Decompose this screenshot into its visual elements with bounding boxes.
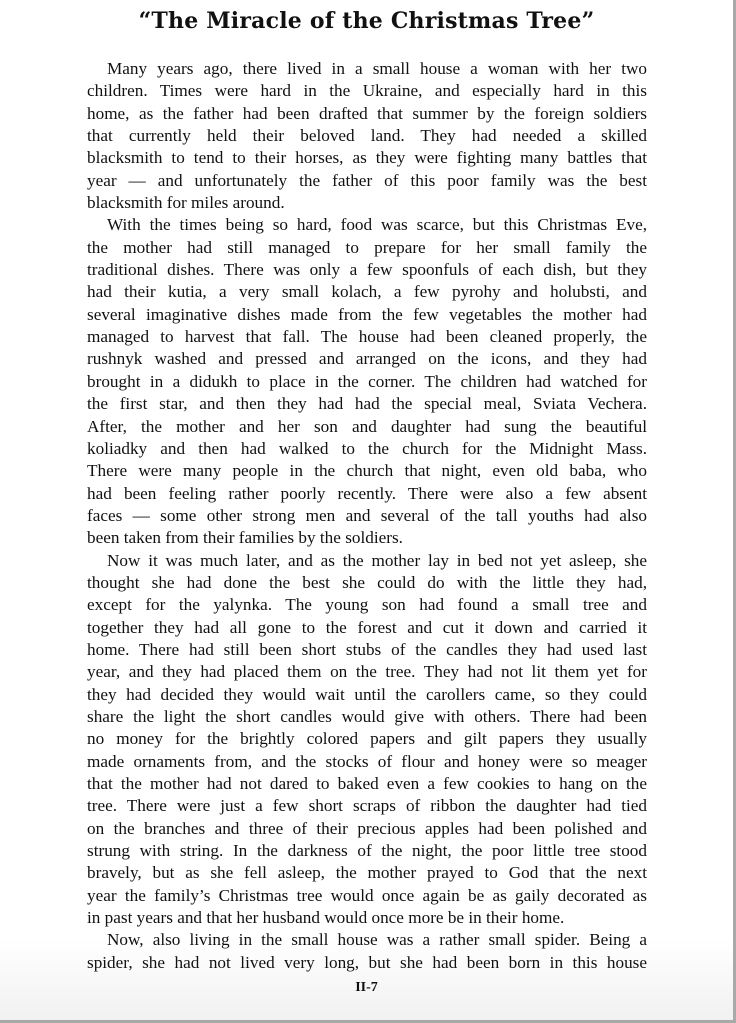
text-line: together they had all gone to the forest and cut it down and carried it — [87, 617, 647, 637]
text-line: Now it was much later, and as the mother lay in bed not yet asleep, she — [107, 550, 647, 570]
text-line: There were many people in the church that night, even old baba, who — [87, 461, 647, 481]
text-line: Many years ago, there lived in a small house a woman with her two — [107, 59, 647, 78]
text-line: thought she had done the best she could do with the little they had, — [87, 572, 647, 592]
text-line: koliadky and then had walked to the church for the Midnight Mass. — [87, 438, 647, 458]
text-line: year, and they had placed them on the tree. They had not lit them yet for — [87, 662, 647, 682]
text-line: that currently held their beloved land. They had needed a skilled — [87, 126, 647, 146]
text-line: the mother had still managed to prepare for her small family the — [87, 237, 647, 257]
text-line: except for the yalynka. The young son had found a small tree and — [87, 595, 647, 615]
text-line: With the times being so hard, food was scarce, but this Christmas Eve, — [107, 215, 647, 235]
text-line: faces — some other strong men and several of the tall youths had also — [87, 505, 647, 525]
paragraph — [87, 550, 647, 930]
text-line: tree. There were just a few short scraps of ribbon the daughter had tied — [87, 796, 647, 816]
text-line: After, the mother and her son and daughter had sung the beautiful — [87, 416, 647, 436]
text-line: year — and unfortunately the father of this poor family was the best — [87, 170, 647, 190]
text-line: traditional dishes. There was only a few spoonfuls of each dish, but they — [87, 260, 647, 280]
paragraph — [87, 929, 647, 974]
text-line: the first star, and then they had had the special meal, Sviata Vechera. — [87, 394, 647, 414]
text-line: children. Times were hard in the Ukraine, and especially hard in this — [87, 81, 647, 101]
page-number: II-7 — [355, 980, 378, 995]
text-line: home, as the father had been drafted that summer by the foreign soldiers — [87, 103, 647, 123]
text-line: spider, she had not lived very long, but she had been born in this house — [87, 952, 647, 972]
text-line: brought in a didukh to place in the corner. The children had watched for — [87, 371, 647, 391]
text-line: had been feeling rather poorly recently. There were also a few absent — [87, 483, 647, 503]
text-line: made ornaments from, and the stocks of flour and honey were so meager — [87, 751, 647, 771]
text-line: bravely, but as she fell asleep, the mother prayed to God that the next — [87, 863, 647, 883]
text-line: strung with string. In the darkness of the night, the poor little tree stood — [87, 841, 647, 861]
story-body — [87, 58, 647, 974]
text-line: had their kutia, a very small kolach, a few pyrohy and holubsti, and — [87, 282, 647, 302]
text-line: been taken from their families by the soldiers. — [87, 528, 403, 548]
story-title: “The Miracle of the Christmas Tree” — [138, 8, 595, 34]
text-line: share the light the short candles would give with others. There had been — [87, 706, 647, 726]
text-line: year the family’s Christmas tree would once again be as gaily decorated as — [87, 885, 647, 905]
text-line: that the mother had not dared to baked even a few cookies to hang on the — [87, 774, 647, 793]
text-line: managed to harvest that fall. The house had been cleaned properly, the — [87, 327, 647, 347]
text-line: in past years and that her husband would once more be in their home. — [87, 908, 565, 928]
text-line: Now, also living in the small house was a rather small spider. Being a — [107, 930, 647, 950]
paragraph — [87, 214, 647, 549]
text-line: rushnyk washed and pressed and arranged on the icons, and they had — [87, 349, 647, 369]
text-line: several imaginative dishes made from the few vegetables the mother had — [87, 304, 647, 324]
text-line: they had decided they would wait until the carollers came, so they could — [87, 684, 647, 704]
paragraph — [87, 58, 647, 214]
text-line: on the branches and three of their precious apples had been polished and — [87, 818, 647, 838]
text-line: no money for the brightly colored papers and gilt papers they usually — [87, 729, 647, 749]
text-line: home. There had still been short stubs of the candles they had used last — [87, 639, 647, 659]
text-line: blacksmith to tend to their horses, as they were fighting many battles that — [87, 148, 647, 168]
text-line: blacksmith for miles around. — [87, 193, 285, 213]
